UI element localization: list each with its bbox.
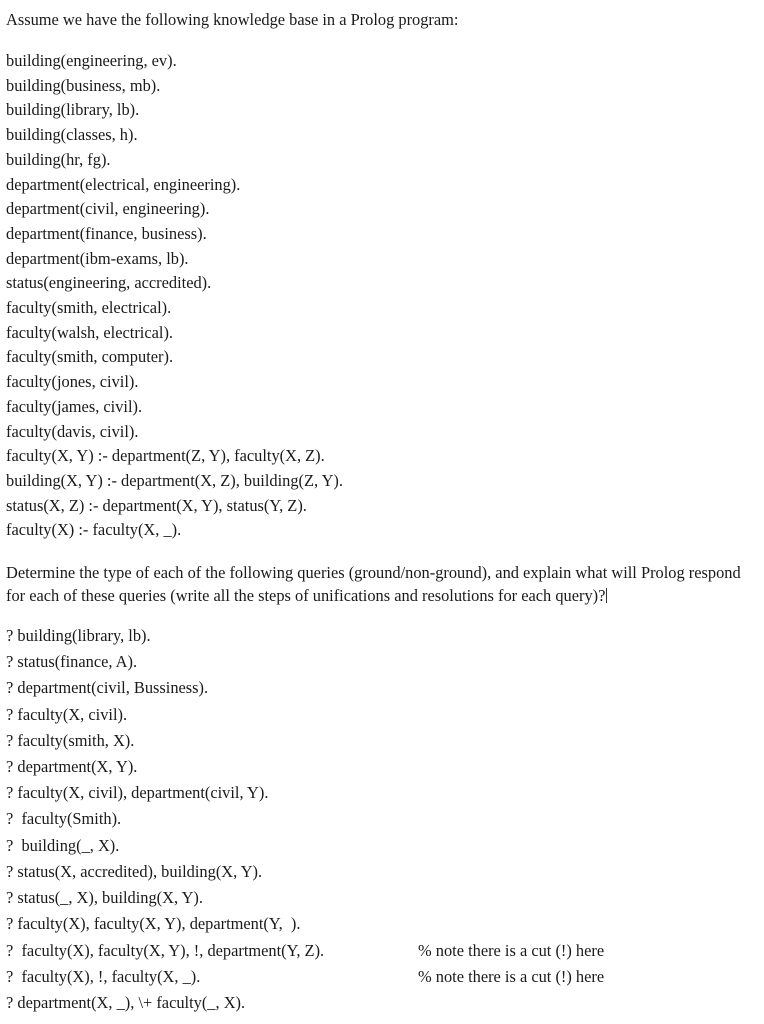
kb-line: status(engineering, accredited). bbox=[6, 273, 212, 293]
query-note: % note there is a cut (!) here bbox=[418, 940, 605, 960]
query-text: ? department(civil, Bussiness). bbox=[6, 678, 209, 698]
query-text: ? faculty(X), !, faculty(X, _). bbox=[6, 966, 201, 986]
kb-line: building(engineering, ev). bbox=[6, 51, 177, 70]
query-line bbox=[6, 859, 758, 885]
kb-line: department(civil, engineering). bbox=[6, 199, 210, 219]
kb-line: faculty(smith, computer). bbox=[6, 347, 174, 367]
kb-line: building(business, mb). bbox=[6, 75, 161, 95]
query-list bbox=[6, 623, 758, 1016]
kb-line: department(ibm-exams, lb). bbox=[6, 248, 189, 268]
kb-line: faculty(james, civil). bbox=[6, 396, 143, 416]
query-text: ? faculty(X, civil), department(civil, Y). bbox=[6, 783, 269, 803]
kb-line: building(X, Y) :- department(X, Z), building(Z, Y). bbox=[6, 470, 343, 490]
query-text: ? status(_, X), building(X, Y). bbox=[6, 888, 203, 908]
query-text: ? status(X, accredited), building(X, Y). bbox=[6, 861, 263, 881]
kb-line: department(finance, business). bbox=[6, 223, 207, 243]
kb-line: faculty(X) :- faculty(X, _). bbox=[6, 520, 182, 540]
kb-line: building(classes, h). bbox=[6, 125, 138, 145]
query-line bbox=[6, 911, 758, 937]
query-text: ? building(library, lb). bbox=[6, 626, 151, 646]
kb-line: status(X, Z) :- department(X, Y), status(Y, Z). bbox=[6, 495, 307, 515]
query-line bbox=[6, 938, 758, 964]
knowledge-base bbox=[6, 49, 758, 543]
query-text: ? faculty(X), faculty(X, Y), !, department(Y, Z). bbox=[6, 940, 325, 960]
query-text: ? faculty(X, civil). bbox=[6, 704, 128, 724]
kb-line: building(hr, fg). bbox=[6, 149, 111, 169]
query-line bbox=[6, 885, 758, 911]
query-line bbox=[6, 728, 758, 754]
document bbox=[6, 8, 758, 1016]
query-line bbox=[6, 702, 758, 728]
query-text: ? faculty(Smith). bbox=[6, 809, 122, 829]
kb-line: department(electrical, engineering). bbox=[6, 174, 241, 194]
query-line bbox=[6, 833, 758, 859]
query-line bbox=[6, 675, 758, 701]
query-text: ? building(_, X). bbox=[6, 835, 120, 855]
kb-line: faculty(X, Y) :- department(Z, Y), faculty(X, Z). bbox=[6, 446, 325, 466]
query-line bbox=[6, 623, 758, 649]
kb-line: building(library, lb). bbox=[6, 100, 140, 120]
question-text bbox=[6, 561, 756, 607]
query-text: ? faculty(X), faculty(X, Y), department(Y, ). bbox=[6, 914, 301, 934]
query-line bbox=[6, 806, 758, 832]
query-line bbox=[6, 780, 758, 806]
query-line bbox=[6, 990, 758, 1016]
query-text: ? status(finance, A). bbox=[6, 652, 138, 672]
query-line bbox=[6, 649, 758, 675]
query-line bbox=[6, 964, 758, 990]
kb-line: faculty(jones, civil). bbox=[6, 372, 139, 392]
kb-line: faculty(smith, electrical). bbox=[6, 298, 172, 318]
question-text-content: Determine the type of each of the following queries (ground/non-ground), and explain what will Prolog respond for each of these queries (write all the steps of unifications and resolutions for each query)? bbox=[6, 563, 741, 606]
kb-line: faculty(walsh, electrical). bbox=[6, 322, 174, 342]
query-text: ? faculty(smith, X). bbox=[6, 730, 135, 750]
query-note: % note there is a cut (!) here bbox=[418, 966, 605, 986]
kb-line: faculty(davis, civil). bbox=[6, 421, 139, 441]
query-text: ? department(X, Y). bbox=[6, 757, 138, 777]
query-text: ? department(X, _), \+ faculty(_, X). bbox=[6, 992, 246, 1012]
intro-text: Assume we have the following knowledge base in a Prolog program: bbox=[6, 10, 459, 29]
query-line bbox=[6, 754, 758, 780]
text-cursor bbox=[606, 588, 607, 603]
